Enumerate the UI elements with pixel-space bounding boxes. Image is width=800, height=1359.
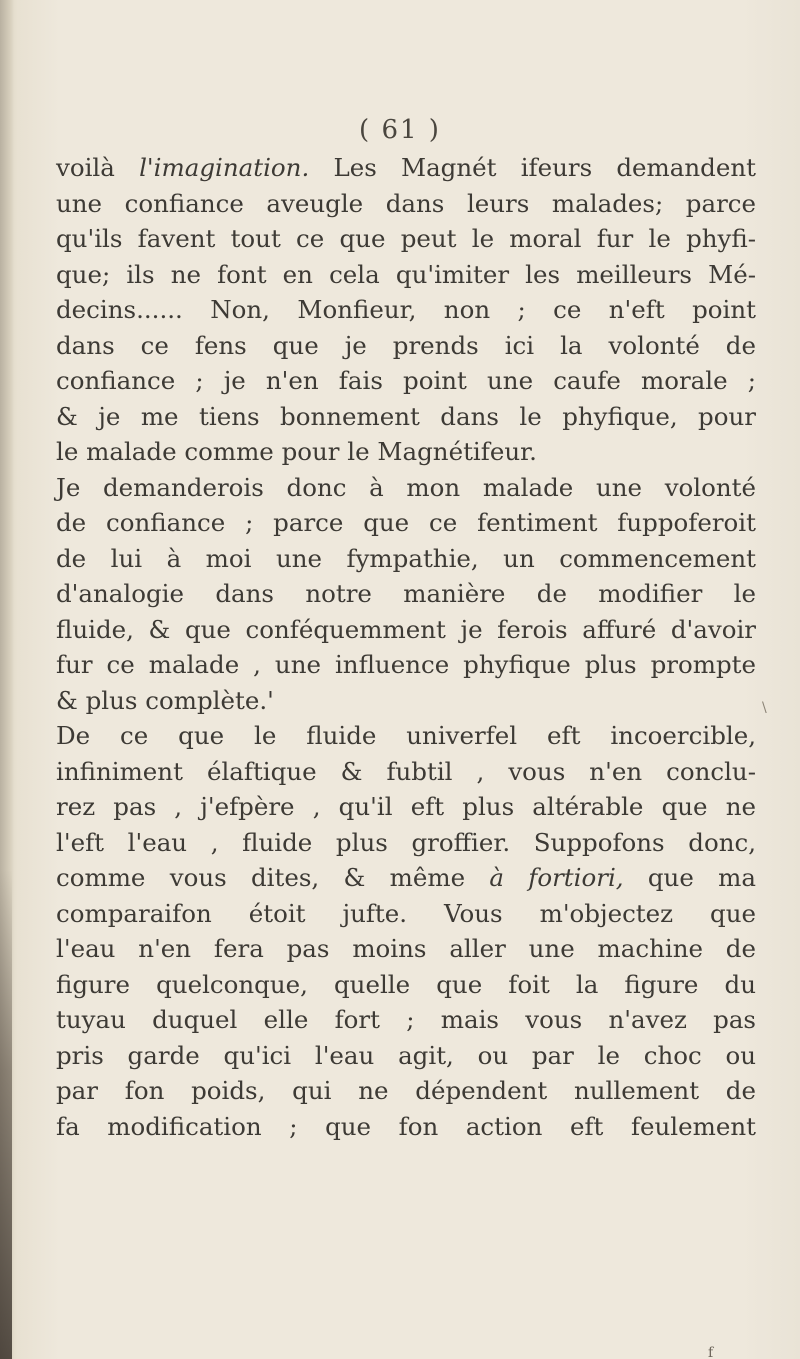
bottom-mark: f bbox=[708, 1345, 714, 1359]
text-line bbox=[56, 860, 756, 896]
text-line: une confiance aveugle dans leurs malades; parce bbox=[56, 188, 756, 218]
text-segment: que ma bbox=[623, 863, 756, 892]
text-line bbox=[56, 150, 756, 186]
text-line: l'eau n'en fera pas moins aller une machine de bbox=[56, 934, 756, 963]
body-text bbox=[56, 150, 756, 1144]
text-line: decins...... Non, Monfieur, non ; ce n'eft point bbox=[56, 295, 756, 324]
text-line: qu'ils favent tout ce que peut le moral fur le phyfi- bbox=[56, 224, 756, 253]
text-line: d'analogie dans notre manière de modifier le bbox=[56, 579, 756, 608]
italic-segment: à fortiori, bbox=[489, 863, 624, 892]
text-line: infiniment élaftique & fubtil , vous n'en conclu- bbox=[56, 756, 756, 786]
text-line: comparaifon étoit jufte. Vous m'objectez que bbox=[56, 898, 756, 928]
text-line: confiance ; je n'en fais point une caufe morale ; bbox=[56, 366, 756, 395]
text-line: fa modification ; que fon action eft feulement bbox=[56, 1111, 756, 1141]
text-line: par fon poids, qui ne dépendent nullement de bbox=[56, 1076, 756, 1105]
text-line: Je demanderois donc à mon malade une volonté bbox=[56, 472, 756, 502]
margin-mark: \ bbox=[762, 700, 767, 716]
text-line: fluide, & que conféquemment je ferois affuré d'avoir bbox=[56, 614, 756, 644]
text-line: & plus complète.' bbox=[56, 685, 274, 715]
text-line: de lui à moi une fympathie, un commencement bbox=[56, 543, 756, 573]
text-line: pris garde qu'ici l'eau agit, ou par le choc ou bbox=[56, 1040, 756, 1070]
text-line: figure quelconque, quelle que foit la figure du bbox=[56, 969, 756, 999]
italic-segment: l'imagination. bbox=[139, 153, 310, 182]
text-line: rez pas , j'efpère , qu'il eft plus altérable que ne bbox=[56, 792, 756, 821]
text-line: que; ils ne font en cela qu'imiter les meilleurs Mé- bbox=[56, 259, 756, 289]
text-line: tuyau duquel elle fort ; mais vous n'avez pas bbox=[56, 1005, 756, 1034]
text-line: fur ce malade , une influence phyfique plus prompte bbox=[56, 650, 756, 679]
text-line: de confiance ; parce que ce fentiment fuppoferoit bbox=[56, 508, 756, 537]
text-line: De ce que le fluide univerfel eft incoercible, bbox=[56, 721, 756, 750]
page-binding-shadow bbox=[0, 870, 12, 1359]
text-line: & je me tiens bonnement dans le phyfique, pour bbox=[56, 401, 756, 431]
text-segment: voilà bbox=[56, 153, 140, 182]
text-segment: comme vous dites, & même bbox=[56, 863, 490, 892]
page-number-header: ( 61 ) bbox=[359, 115, 441, 145]
text-line: l'eft l'eau , fluide plus groffier. Suppofons donc, bbox=[56, 827, 756, 857]
text-segment: Les Magnét ifeurs demandent bbox=[309, 153, 756, 182]
text-line: dans ce fens que je prends ici la volonté de bbox=[56, 330, 756, 360]
text-line: le malade comme pour le Magnétifeur. bbox=[56, 437, 537, 466]
